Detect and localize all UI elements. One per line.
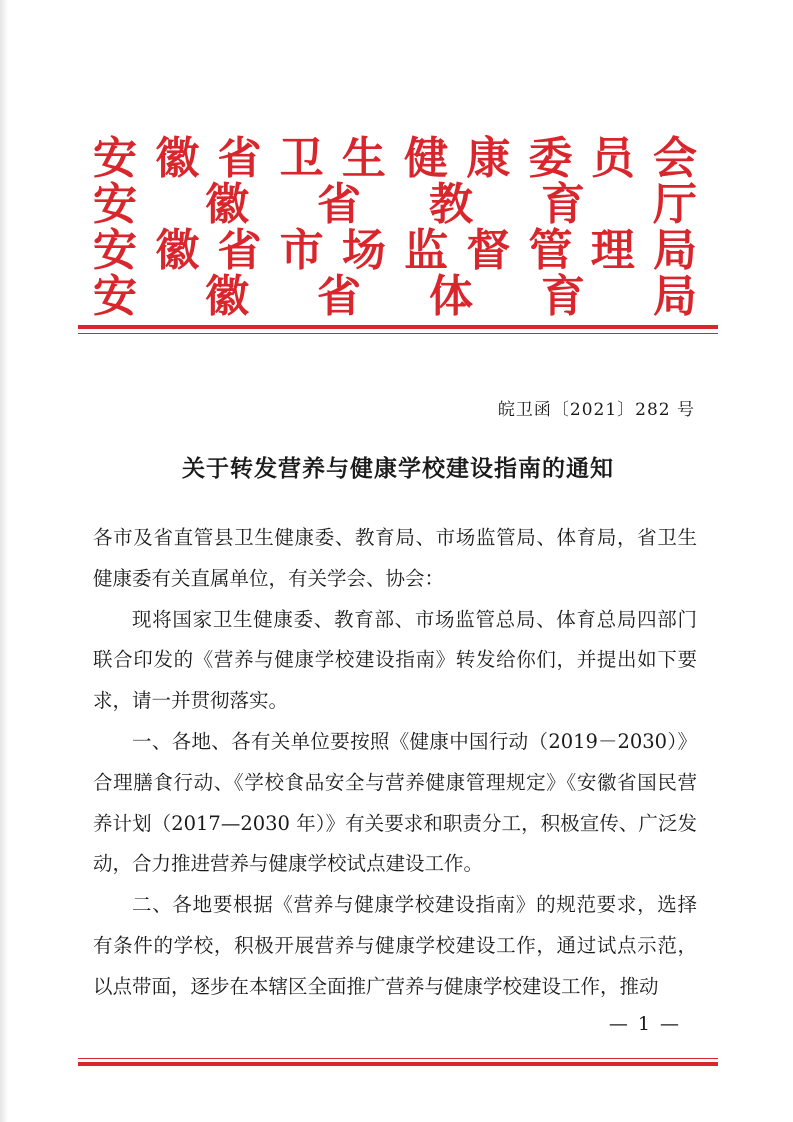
header-org-education: 安 徽 省 教 育 厅	[93, 179, 697, 230]
body-paragraph: 二、各地要根据《营养与健康学校建设指南》的规范要求，选择有条件的学校，积极开展营养与健康学校建设工作，通过试点示范，以点带面，逐步在本辖区全面推广营养与健康学校建设工作，推动	[93, 893, 697, 998]
document-number: 皖卫函〔2021〕282 号	[497, 400, 695, 420]
document-title: 关于转发营养与健康学校建设指南的通知	[182, 455, 614, 482]
document-body	[93, 518, 697, 1008]
scan-edge	[0, 0, 8, 1122]
header-org-health-commission: 安 徽 省 卫 生 健 康 委 员 会	[93, 133, 697, 184]
header-red-rule-thin	[78, 333, 718, 334]
body-paragraph: 现将国家卫生健康委、教育部、市场监管总局、体育总局四部门联合印发的《营养与健康学校建设指南》转发给你们，并提出如下要求，请一并贯彻落实。	[93, 607, 697, 713]
header-org-sports: 安 徽 省 体 育 局	[93, 271, 697, 322]
header-red-rule-thick	[78, 325, 718, 329]
header-org-market-regulation: 安 徽 省 市 场 监 督 管 理 局	[93, 225, 697, 276]
footer-red-rule-thick	[78, 1062, 718, 1066]
body-paragraph: 一、各地、各有关单位要按照《健康中国行动（2019－2030）》合理膳食行动、《学校食品安全与营养健康管理规定》《安徽省国民营养计划（2017—2030 年）》有关要求和职责分工，积极宣传、广泛发动，合力推进营养与健康学校试点建设工作。	[93, 729, 697, 876]
recipients-paragraph: 各市及省直管县卫生健康委、教育局、市场监管局、体育局，省卫生健康委有关直属单位，有关学会、协会：	[93, 526, 697, 590]
footer-red-rule-thin	[78, 1058, 718, 1059]
page-number: — 1 —	[608, 1013, 681, 1035]
